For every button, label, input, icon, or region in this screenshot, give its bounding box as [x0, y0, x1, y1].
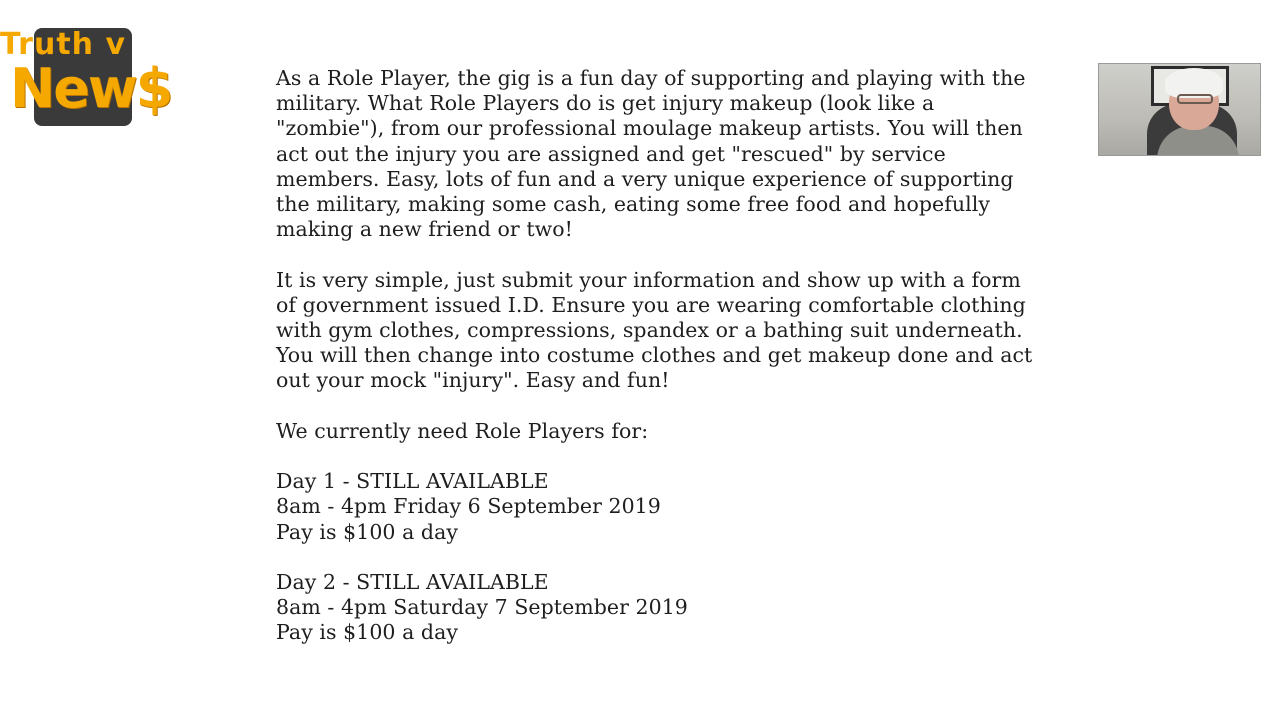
truth-news-logo — [0, 24, 180, 134]
day-2-details: Day 2 - STILL AVAILABLE 8am - 4pm Saturday 7 September 2019 Pay is $100 a day — [276, 570, 688, 645]
day-1-details: Day 1 - STILL AVAILABLE 8am - 4pm Friday 6 September 2019 Pay is $100 a day — [276, 469, 661, 544]
logo-line-1: Truth v — [0, 27, 127, 62]
presenter-webcam — [1098, 63, 1261, 156]
intro-paragraph: As a Role Player, the gig is a fun day of supporting and playing with the military. What Role Players do is get injury makeup (look like a "zombie"), from our professional moulage makeup artists. You will then act out the injury you are assigned and get "rescued" by service members. Easy, lots of fun and a very unique experience of supporting the military, making some cash, eating some free food and hopefully making a new friend or two! — [276, 66, 1026, 242]
instructions-paragraph: It is very simple, just submit your information and show up with a form of government issued I.D. Ensure you are wearing comfortable clothing with gym clothes, compressions, spandex or a bathing suit underneath. You will then change into costume clothes and get makeup done and act out your mock "injury". Easy and fun! — [276, 267, 1033, 393]
role-player-notice — [276, 66, 1076, 671]
presenter-glasses — [1177, 94, 1213, 104]
need-heading: We currently need Role Players for: — [276, 418, 649, 443]
logo-line-2: New$ — [10, 57, 172, 120]
